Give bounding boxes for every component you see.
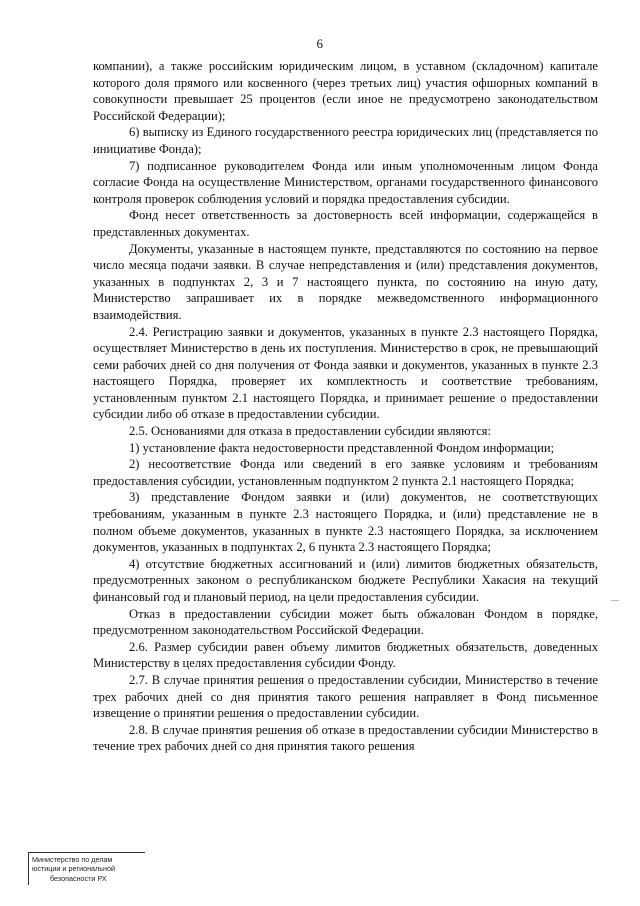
paragraph-offshore-continuation: компании), а также российским юридическим лицом, в уставном (складочном) капитале которого доля прямого или косвенного (через третьих лиц) участия офшорных компаний в совокупности превышает 25 процентов (если иное не предусмотрено законодательством Российской Федерации); <box>93 59 598 123</box>
paragraph-2-6-subsidy-amount: 2.6. Размер субсидии равен объему лимитов бюджетных обязательств, доведенных Министерству в целях предоставления субсидии Фонду. <box>93 639 598 671</box>
paragraph-fund-responsibility: Фонд несет ответственность за достоверность всей информации, содержащейся в представленных документах. <box>93 208 598 239</box>
stamp-line-3: безопасности РХ <box>50 873 107 883</box>
paragraph-2-4-registration: 2.4. Регистрацию заявки и документов, указанных в пункте 2.3 настоящего Порядка, осуществляет Министерство в день их поступления. Министерство в срок, не превышающий семи рабочих дней со дня получения от Фонда заявки и документов, указанных в пункте 2.3 настоящего Порядка, проверяет их комплектность и соответствие требованиям, установленным пунктом 2.1 настоящего Порядка, и принимает решение о предоставлении субсидии либо об отказе в предоставлении субсидии. <box>93 324 598 422</box>
paragraph-2-5-refusal-grounds: 2.5. Основаниями для отказа в предоставлении субсидии являются: <box>129 424 491 439</box>
paragraph-refusal-1: 1) установление факта недостоверности представленной Фондом информации; <box>129 440 555 455</box>
stamp-line-1: Министерство по делам <box>32 855 113 864</box>
paragraph-2-7-notification: 2.7. В случае принятия решения о предоставлении субсидии, Министерство в течение трех рабочих дней со дня принятия такого решения направляет в Фонд письменное извещение о принятии решения о предоставлении субсидии. <box>93 672 598 721</box>
paragraph-item-6-egrul: 6) выписку из Единого государственного реестра юридических лиц (представляется по инициативе Фонда); <box>93 125 598 156</box>
paragraph-refusal-4: 4) отсутствие бюджетных ассигнований и (или) лимитов бюджетных обязательств, предусмотренных законом о республиканском бюджете Республики Хакасия на текущий финансовый год и плановый период, на цели предоставления субсидии. <box>93 556 598 604</box>
paragraph-refusal-3: 3) представление Фондом заявки и (или) документов, не соответствующих требованиям, указанным в пункте 2.3 настоящего Порядка, и (или) представление не в полном объеме документов, указанных в пункте 2.3 настоящего Порядка, за исключением документов, указанных в подпунктах 2, 6 пункта 2.3 настоящего Порядка; <box>93 490 598 555</box>
page-number: 6 <box>316 36 324 51</box>
paragraph-2-8-refusal-decision: 2.8. В случае принятия решения об отказе в предоставлении субсидии Министерство в течение трех рабочих дней со дня принятия такого решения <box>93 722 598 754</box>
paragraph-documents-date: Документы, указанные в настоящем пункте, представляются по состоянию на первое число месяца подачи заявки. В случае непредставления и (или) представления документов, указанных в подпунктах 2, 3 и 7 настоящего пункта, по состоянию на иную дату, Министерство запрашивает их в порядке межведомственного информационного взаимодействия. <box>93 241 598 322</box>
document-body <box>93 58 598 755</box>
paragraph-refusal-2: 2) несоответствие Фонда или сведений в его заявке условиям и требованиям предоставления субсидии, установленным подпунктом 2 пункта 2.1 настоящего Порядка; <box>93 457 598 488</box>
paragraph-appeal: Отказ в предоставлении субсидии может быть обжалован Фондом в порядке, предусмотренном законодательством Российской Федерации. <box>93 606 598 638</box>
scan-artifact <box>611 600 619 601</box>
stamp-line-2: юстиции и региональной <box>32 864 115 874</box>
ministry-stamp <box>28 852 145 885</box>
paragraph-item-7-consent: 7) подписанное руководителем Фонда или иным уполномоченным лицом Фонда согласие Фонда на осуществление Министерством, органами государственного финансового контроля проверок соблюдения условий и порядка предоставления субсидии. <box>93 158 598 206</box>
